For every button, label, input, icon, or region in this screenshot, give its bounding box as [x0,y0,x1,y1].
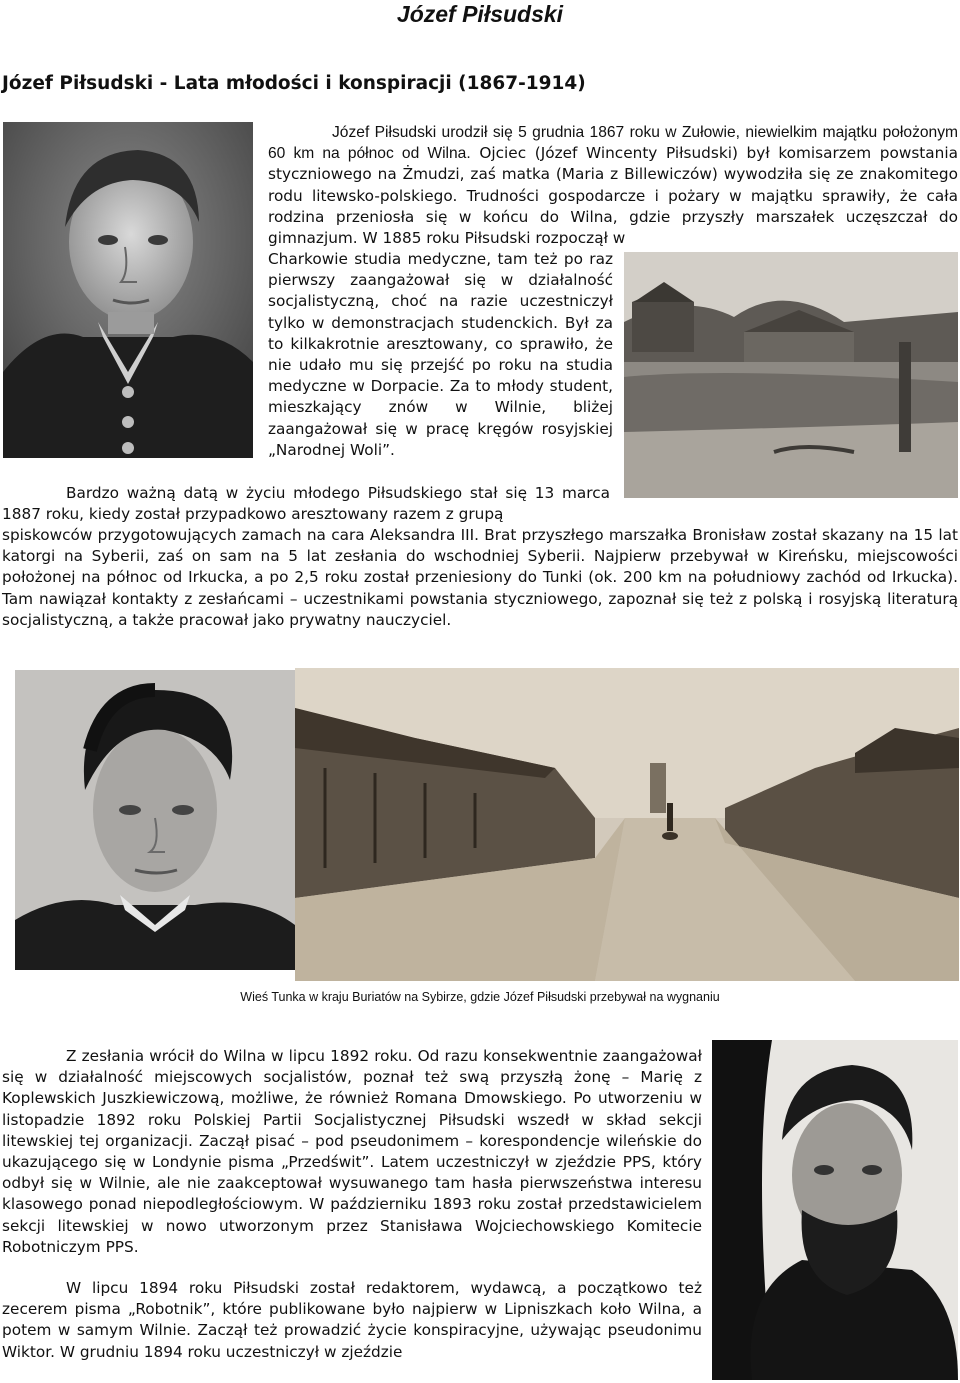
bearded-portrait-photo [712,1040,958,1380]
intro-first-sentence: Józef Piłsudski urodził się 5 grudnia 1867 roku w Zułowie, niewielkim majątku położonym 60 km na północ od Wilna. [268,124,958,163]
section-heading: Józef Piłsudski - Lata młodości i konspiracji (1867-1914) [2,73,586,94]
robotnik-paragraph: W lipcu 1894 roku Piłsudski został redaktorem, wydawcą, a początkowo też zecerem pisma „Robotnik”, które publikowane było najpierw w Lipniszkach koło Wilna, a potem w samym Wilnie. Zaczął też prowadzić życie konspiracyjne, używając pseudonimu Wiktor. W grudniu 1894 roku uczestniczył w zjeździe [2,1279,702,1361]
exile-paragraph: spiskowców przygotowujących zamach na cara Aleksandra III. Brat przyszłego marszałka Bronisław został skazany na 15 lat katorgi na Syberii, zaś on sam na 5 lat zesłania do wschodniej Syberii. Najpierw przebywał w Kireńsku, miejscowości położonej na północ od Irkucka, a po 2,5 roku został przeniesiony do Tunki (ok. 200 km na południowy zachód od Irkucka). Tam nawiązał kontakty z zesłańcami – uczestnikami powstania styczniowego, zapoznał się też z polską i rosyjską literaturą socjalistyczną, a także pracował jako prywatny nauczyciel. [2,526,958,629]
young-pilsudski-photo [3,122,253,458]
village-river-photo [624,252,958,498]
photo-caption: Wieś Tunka w kraju Buriatów na Sybirze, gdzie Józef Piłsudski przebywał na wygnaniu [240,990,720,1004]
page-title: Józef Piłsudski [396,1,564,27]
tunka-village-photo [295,668,959,981]
return-paragraph: Z zesłania wrócił do Wilna w lipcu 1892 roku. Od razu konsekwentnie zaangażował się w działalność miejscowych socjalistów, poznał też swą przyszłą żonę – Marię z Koplewskich Juszkiewiczową, możliwe, że również Romana Dmowskiego. Po utworzeniu w listopadzie 1892 roku Polskiej Partii Socjalistycznej Piłsudski wszedł w skład sekcji litewskiej tej organizacji. Zaczął pisać – pod pseudonimem – korespondencje wileńskie do ukazującego się w Londynie pisma „Przedświt”. Latem uczestniczył w zjeździe PPS, który odbył się w Wilnie, ale nie zaakceptował wysuwanego tam hasła pierwszeństwa interesu klasowego ponad niepodległościowym. W październiku 1893 roku został przedstawicielem sekcji litewskiej w nowo utworzonym przez Stanisława Wojciechowskiego Komitecie Robotniczym PPS. [2,1047,702,1256]
column-paragraph: Charkowie studia medyczne, tam też po raz pierwszy zaangażował się w działalność socjalistyczną, choć na razie uczestniczył tylko w demonstracjach studenckich. Był za to kilkakrotnie aresztowany, co sprawiło, że nie udało mu się przejść po roku na studia medyczne w Dorpacie. Za to młody student, mieszkający znów w Wilnie, bliżej zaangażował się w pracę kręgów rosyjskiej „Narodnej Woli”. [268,250,613,459]
arrest-paragraph: Bardzo ważną datą w życiu młodego Piłsudskiego stał się 13 marca 1887 roku, kiedy został przypadkowo aresztowany razem z grupą [2,484,610,524]
student-portrait-photo [15,670,295,970]
intro-continuation: Ojciec (Józef Wincenty Piłsudski) był komisarzem powstania styczniowego na Żmudzi, zaś matka (Maria z Billewiczów) wywodziła się ze znakomitego rodu litewsko-polskiego. Trudności gospodarcze i pożary w majątku sprawiły, że cała rodzina przeniosła się w końcu do Wilna, gdzie przyszły marszałek uczęszczał do gimnazjum. W 1885 roku Piłsudski rozpoczął w [268,144,959,248]
intro-paragraph [268,122,958,249]
